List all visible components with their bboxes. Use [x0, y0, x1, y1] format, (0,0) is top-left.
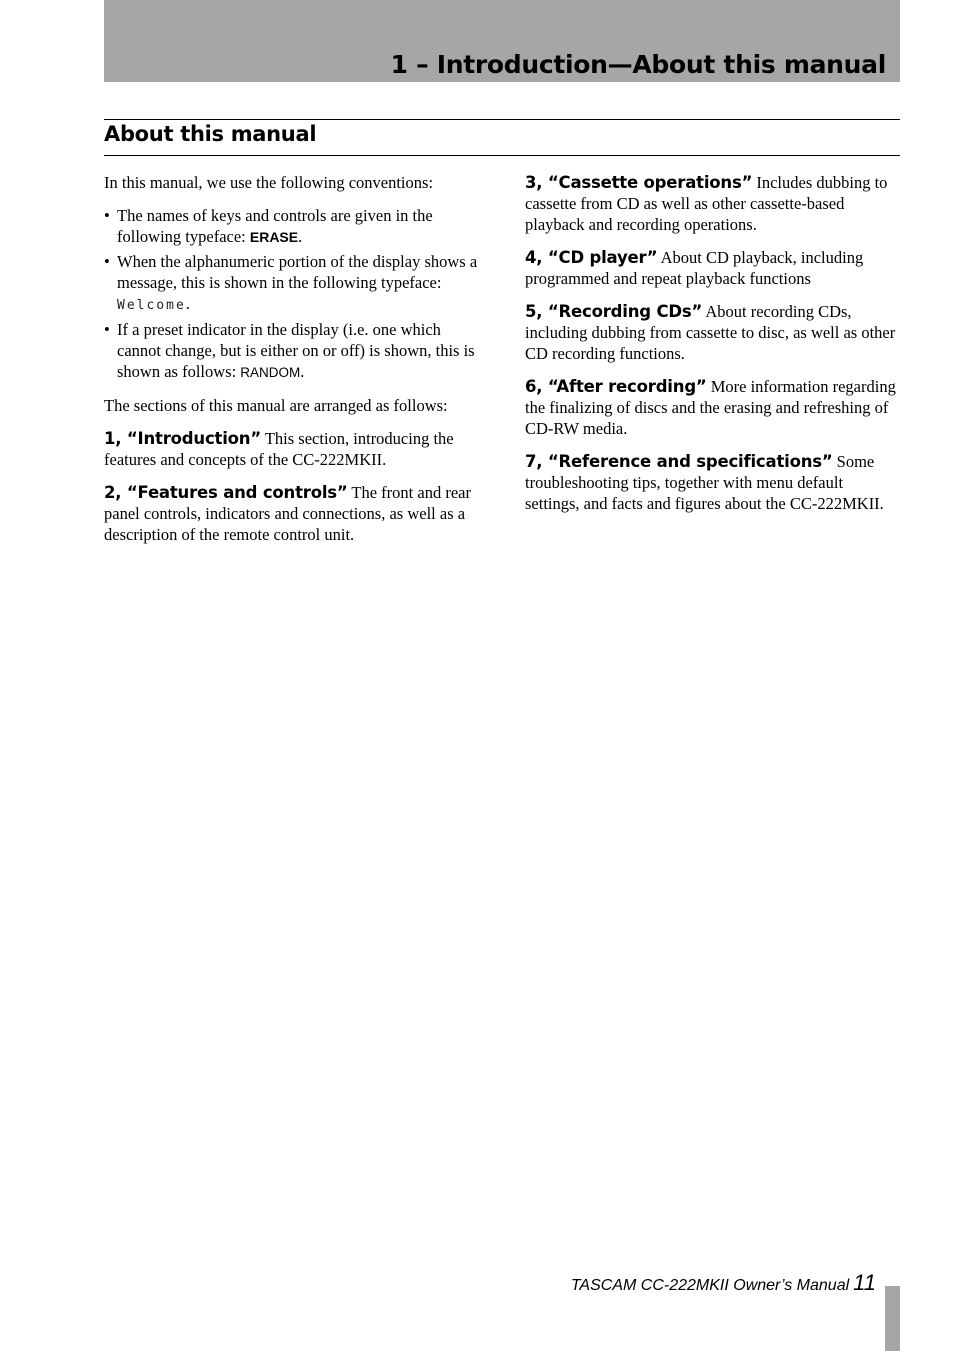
left-column	[104, 172, 480, 557]
convention-keys-text: The names of keys and controls are given in the following typeface:	[117, 206, 433, 246]
right-column	[525, 172, 901, 526]
section-item-lead: 7, “Reference and specifications”	[525, 452, 833, 471]
convention-display	[104, 251, 480, 316]
conventions-intro: In this manual, we use the following conventions:	[104, 173, 434, 192]
section-item-lead: 2, “Features and controls”	[104, 483, 348, 502]
sections-intro: The sections of this manual are arranged as follows:	[104, 396, 448, 415]
convention-indicator-text: If a preset indicator in the display (i.e. one which cannot change, but is either on or off) is shown, this is shown as follows:	[117, 320, 475, 381]
page-number: 11	[853, 1270, 876, 1295]
section-item-features	[104, 482, 480, 545]
convention-keys-end: .	[298, 227, 303, 246]
section-title: About this manual	[104, 122, 317, 146]
section-item-reference	[525, 451, 901, 514]
section-item-text: The front and rear panel controls, indicators and connections, as well as a description of the remote control unit.	[104, 483, 471, 544]
section-item-recording-cds	[525, 301, 901, 364]
conventions-list	[104, 205, 480, 383]
section-item-text: About CD playback, including programmed and repeat playback functions	[525, 248, 864, 288]
section-item-lead: 4, “CD player”	[525, 248, 658, 267]
section-item-after-recording	[525, 376, 901, 439]
section-item-text: Includes dubbing to cassette from CD as well as other cassette-based playback and recording operations.	[525, 173, 888, 234]
chapter-tab-marker	[885, 1286, 900, 1351]
section-item-lead: 6, “After recording”	[525, 377, 707, 396]
section-item-text: More information regarding the finalizing of discs and the erasing and refreshing of CD-RW media.	[525, 377, 896, 438]
section-item-text: This section, introducing the features and concepts of the CC-222MKII.	[104, 429, 454, 469]
convention-display-text: When the alphanumeric portion of the display shows a message, this is shown in the following typeface:	[117, 252, 478, 292]
section-item-introduction	[104, 428, 480, 470]
chapter-header-band	[104, 0, 900, 82]
convention-keys	[104, 205, 480, 248]
indicator-typeface-sample: RANDOM	[240, 365, 301, 380]
display-typeface-sample: Welcome	[117, 298, 186, 313]
section-item-lead: 5, “Recording CDs”	[525, 302, 703, 321]
footer-manual-title: TASCAM CC-222MKII Owner’s Manual	[570, 1277, 850, 1294]
convention-display-end: .	[185, 294, 190, 313]
page-footer	[571, 1270, 876, 1296]
chapter-title: 1 – Introduction—About this manual	[390, 50, 886, 79]
convention-indicator-end: .	[300, 362, 305, 381]
section-item-cassette	[525, 172, 901, 235]
key-typeface-sample: ERASE	[249, 229, 299, 245]
section-bottom-rule	[104, 155, 900, 156]
section-item-text: Some troubleshooting tips, together with menu default settings, and facts and figures about the CC-222MKII.	[525, 452, 884, 513]
convention-indicator	[104, 319, 480, 383]
section-item-lead: 3, “Cassette operations”	[525, 173, 753, 192]
section-item-lead: 1, “Introduction”	[104, 429, 261, 448]
section-item-text: About recording CDs, including dubbing from cassette to disc, as well as other CD recording functions.	[525, 302, 896, 363]
section-item-cd-player	[525, 247, 901, 289]
section-top-rule	[104, 119, 900, 120]
